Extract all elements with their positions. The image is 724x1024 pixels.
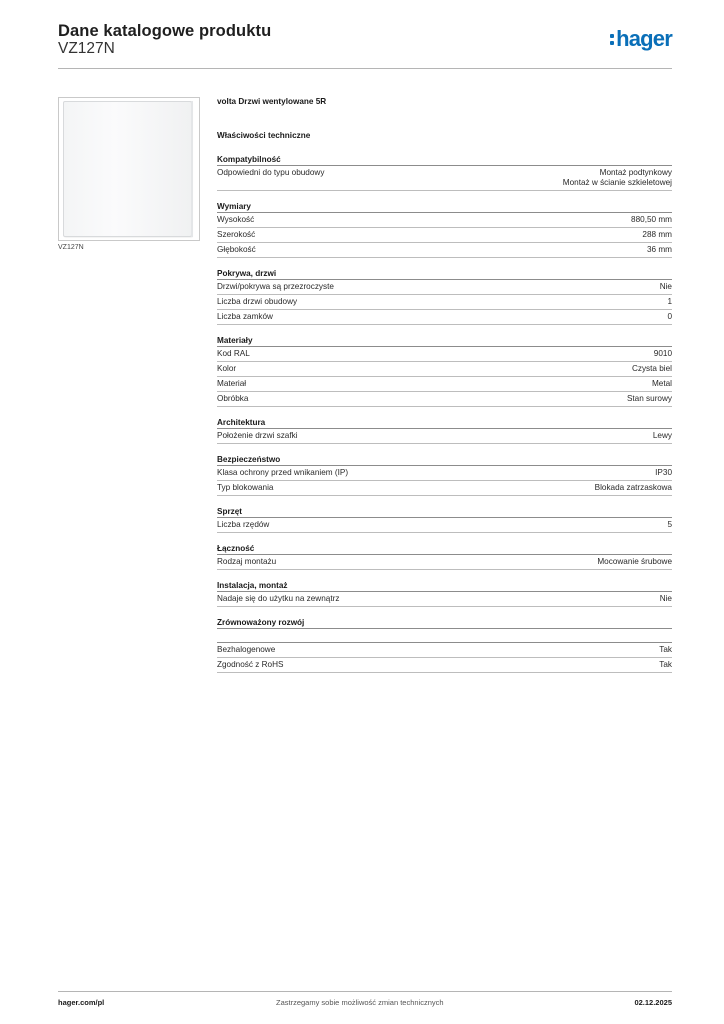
spec-row	[217, 310, 672, 325]
spec-section	[217, 267, 672, 325]
page-header	[58, 20, 672, 70]
footer-disclaimer: Zastrzegamy sobie możliwość zmian technicznych	[276, 998, 444, 1007]
spec-value	[631, 215, 672, 225]
spec-section	[217, 542, 672, 570]
spec-row	[217, 166, 672, 191]
section-title: Instalacja, montaż	[217, 579, 672, 592]
spec-value	[627, 394, 672, 404]
spec-label: Obróbka	[217, 394, 249, 403]
spec-value-line: 1	[667, 297, 672, 306]
spec-value	[652, 379, 672, 389]
spec-section	[217, 453, 672, 496]
logo-text: hager	[616, 26, 672, 51]
spec-row	[217, 228, 672, 243]
spec-value	[655, 468, 672, 478]
spec-section	[217, 579, 672, 607]
product-name: volta Drzwi wentylowane 5R	[217, 97, 327, 106]
spec-value-line: 9010	[653, 349, 672, 358]
spec-section	[217, 334, 672, 407]
section-title: Materiały	[217, 334, 672, 347]
spec-label: Odpowiedni do typu obudowy	[217, 168, 325, 177]
spec-row	[217, 592, 672, 607]
spec-row	[217, 347, 672, 362]
product-image	[58, 97, 200, 241]
spec-label: Drzwi/pokrywa są przezroczyste	[217, 282, 334, 291]
spec-label: Bezhalogenowe	[217, 645, 276, 654]
spec-value-line: 36 mm	[646, 245, 672, 254]
spec-value-line: IP30	[655, 468, 672, 477]
spec-value-line: Blokada zatrzaskowa	[594, 483, 672, 492]
spec-section	[217, 505, 672, 533]
spec-row	[217, 429, 672, 444]
spec-value	[653, 431, 672, 441]
product-image-caption: VZ127N	[58, 244, 84, 251]
spec-value	[647, 245, 672, 255]
page-footer	[58, 996, 672, 1010]
spec-row	[217, 280, 672, 295]
spec-label: Liczba zamków	[217, 312, 273, 321]
door-edge-illustration	[191, 101, 193, 237]
spec-value	[667, 312, 672, 322]
section-title: Wymiary	[217, 200, 672, 213]
spec-sections	[217, 153, 672, 673]
spec-row	[217, 481, 672, 496]
spec-value-line: Tak	[659, 645, 672, 654]
spec-value-line: Mocowanie śrubowe	[597, 557, 672, 566]
spec-value-line: Nie	[659, 282, 672, 291]
spec-label: Kod RAL	[217, 349, 250, 358]
spec-value-line: 880,50 mm	[631, 215, 672, 224]
footer-date: 02.12.2025	[634, 998, 672, 1007]
product-code: VZ127N	[58, 40, 115, 57]
spec-value-line: 288 mm	[642, 230, 672, 239]
spec-value	[597, 557, 672, 567]
section-title: Łączność	[217, 542, 672, 555]
spec-value	[660, 282, 672, 292]
spec-row	[217, 295, 672, 310]
spec-label: Klasa ochrony przed wnikaniem (IP)	[217, 468, 349, 477]
door-panel-illustration	[63, 101, 192, 237]
section-title: Pokrywa, drzwi	[217, 267, 672, 280]
spec-section	[217, 153, 672, 191]
hager-logo	[610, 26, 672, 52]
spec-value	[660, 594, 672, 604]
spec-label: Wysokość	[217, 215, 255, 224]
spec-value-line: Montaż podtynkowy	[599, 168, 672, 177]
spec-label: Zgodność z RoHS	[217, 660, 284, 669]
spec-value-line: Lewy	[652, 431, 672, 440]
spec-row	[217, 243, 672, 258]
spec-value-line: 5	[667, 520, 672, 529]
logo-dots-icon	[610, 34, 614, 45]
spec-row	[217, 466, 672, 481]
spec-row	[217, 658, 672, 673]
spec-value	[667, 520, 672, 530]
spec-content	[217, 96, 672, 673]
spec-label: Liczba drzwi obudowy	[217, 297, 298, 306]
spec-value-line: Metal	[651, 379, 672, 388]
spec-row	[217, 518, 672, 533]
spec-value	[659, 660, 672, 670]
spec-value-line: Stan surowy	[626, 394, 672, 403]
spec-value	[632, 364, 672, 374]
section-spacer	[217, 629, 672, 643]
spec-value-line: Nie	[659, 594, 672, 603]
spec-value	[595, 483, 672, 493]
section-title: Zrównoważony rozwój	[217, 616, 672, 629]
spec-label: Rodzaj montażu	[217, 557, 277, 566]
spec-value	[642, 230, 672, 240]
spec-row	[217, 392, 672, 407]
section-title: Sprzęt	[217, 505, 672, 518]
technical-properties-heading: Właściwości techniczne	[217, 131, 311, 140]
spec-label: Szerokość	[217, 230, 256, 239]
section-title: Kompatybilność	[217, 153, 672, 166]
spec-label: Liczba rzędów	[217, 520, 270, 529]
section-title: Architektura	[217, 416, 672, 429]
spec-value	[667, 297, 672, 307]
spec-row	[217, 377, 672, 392]
spec-row	[217, 555, 672, 570]
footer-website: hager.com/pl	[58, 998, 105, 1007]
spec-value	[563, 168, 672, 188]
footer-divider	[58, 991, 672, 992]
spec-row	[217, 643, 672, 658]
spec-label: Typ blokowania	[217, 483, 274, 492]
spec-value-line: Czysta biel	[631, 364, 672, 373]
spec-section	[217, 416, 672, 444]
spec-value	[654, 349, 672, 359]
spec-value-line: Tak	[659, 660, 672, 669]
spec-label: Kolor	[217, 364, 237, 373]
spec-label: Nadaje się do użytku na zewnątrz	[217, 594, 340, 603]
spec-value-line: Montaż w ścianie szkieletowej	[562, 178, 672, 187]
spec-label: Położenie drzwi szafki	[217, 431, 298, 440]
header-divider	[58, 68, 672, 69]
spec-section	[217, 200, 672, 258]
spec-value	[659, 645, 672, 655]
section-title: Bezpieczeństwo	[217, 453, 672, 466]
page-title: Dane katalogowe produktu	[58, 22, 272, 40]
spec-label: Głębokość	[217, 245, 256, 254]
spec-section	[217, 616, 672, 673]
spec-row	[217, 213, 672, 228]
spec-row	[217, 362, 672, 377]
spec-label: Materiał	[217, 379, 247, 388]
spec-value-line: 0	[667, 312, 672, 321]
